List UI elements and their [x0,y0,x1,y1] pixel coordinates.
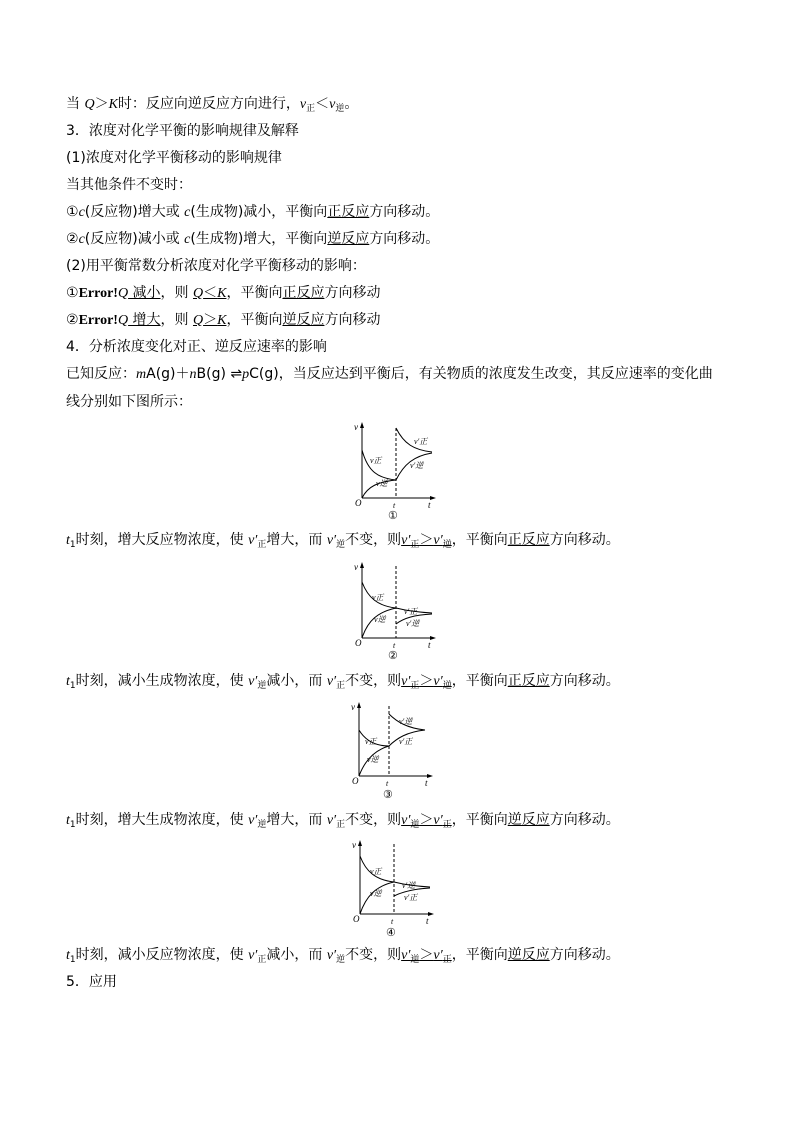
desc-1: $t_1$时刻，增大反应物浓度，使 $v'_正$增大，而 $v'_逆$不变，则$v'_正>v'_逆$，平衡向正反应方向移动。 [66,532,620,550]
svg-text:v: v [354,422,358,432]
desc-2: $t_1$时刻，减小生成物浓度，使 $v'_逆$减小，而 $v'_正$不变，则$v'_正>v'_逆$，平衡向正反应方向移动。 [66,673,620,691]
svg-text:v′正: v′正 [399,737,413,746]
svg-text:t: t [391,917,394,926]
svg-text:v逆: v逆 [367,755,379,764]
svg-text:v正: v正 [370,867,382,876]
svg-text:O: O [353,914,360,924]
svg-text:v′正: v′正 [404,893,418,902]
svg-text:v′正: v′正 [414,437,428,446]
svg-text:v′逆: v′逆 [399,717,413,726]
reaction-line: 已知反应：mA(g)＋nB(g) ⇌pC(g)，当反应达到平衡后，有关物质的浓度发生改变，其反应速率的变化曲 [66,366,713,382]
desc-4: $t_1$时刻，减小反应物浓度，使 $v'_正$减小，而 $v'_逆$不变，则$v'_逆>v'_正$，平衡向逆反应方向移动。 [66,947,620,965]
svg-text:v逆: v逆 [374,615,386,624]
condition-text: 当其他条件不变时： [66,177,192,193]
svg-text:t: t [386,779,389,788]
svg-text:t: t [425,778,428,788]
svg-text:t: t [426,916,429,926]
svg-text:④: ④ [386,927,396,939]
rate-graph-1 [348,420,438,526]
svg-text:②: ② [388,650,398,662]
svg-text:v′逆: v′逆 [410,461,424,470]
svg-text:O: O [355,638,362,648]
svg-text:t: t [393,501,396,510]
reaction-line-cont: 线分别如下图所示： [66,394,192,410]
svg-text:v正: v正 [372,593,384,602]
svg-text:v: v [354,562,358,572]
rule-1: ①c(反应物)增大或 c(生成物)减小，平衡向正反应方向移动。 [66,204,440,220]
subsection-1-heading: (1)浓度对化学平衡移动的影响规律 [66,150,282,166]
svg-text:t: t [393,641,396,650]
rate-graph-4 [346,838,436,944]
svg-text:①: ① [388,510,398,522]
svg-text:v正: v正 [370,456,382,465]
desc-3: $t_1$时刻，增大生成物浓度，使 $v'_逆$增大，而 $v'_正$不变，则$v'_逆>v'_正$，平衡向逆反应方向移动。 [66,812,620,830]
line-q-gt-k: 当 Q＞K时：反应向逆反应方向进行，$v_正<v_逆$。 [66,96,359,114]
svg-text:v′逆: v′逆 [402,881,416,890]
rate-graph-3 [345,700,435,806]
svg-text:③: ③ [383,789,393,801]
svg-text:v: v [351,702,355,712]
svg-text:v正: v正 [365,737,377,746]
svg-text:v逆: v逆 [370,889,382,898]
svg-text:v′正: v′正 [404,607,418,616]
svg-text:v: v [352,840,356,850]
svg-text:v逆: v逆 [376,479,388,488]
rule-2: ②c(反应物)减小或 c(生成物)增大，平衡向逆反应方向移动。 [66,231,440,247]
section-4-heading: 4．分析浓度变化对正、逆反应速率的影响 [66,339,327,355]
svg-text:t: t [428,500,431,510]
svg-text:v′逆: v′逆 [406,619,420,628]
svg-text:t: t [428,640,431,650]
svg-text:O: O [355,498,362,508]
subsection-2-heading: (2)用平衡常数分析浓度对化学平衡移动的影响： [66,258,366,274]
rule-k-1: ①Error!Q 减小，则 Q＜K，平衡向正反应方向移动 [66,285,381,301]
section-5-heading: 5．应用 [66,974,117,990]
rule-k-2: ②Error!Q 增大，则 Q＞K，平衡向逆反应方向移动 [66,312,381,328]
rate-graph-2 [348,560,438,666]
svg-text:O: O [352,776,359,786]
section-3-heading: 3．浓度对化学平衡的影响规律及解释 [66,123,299,139]
